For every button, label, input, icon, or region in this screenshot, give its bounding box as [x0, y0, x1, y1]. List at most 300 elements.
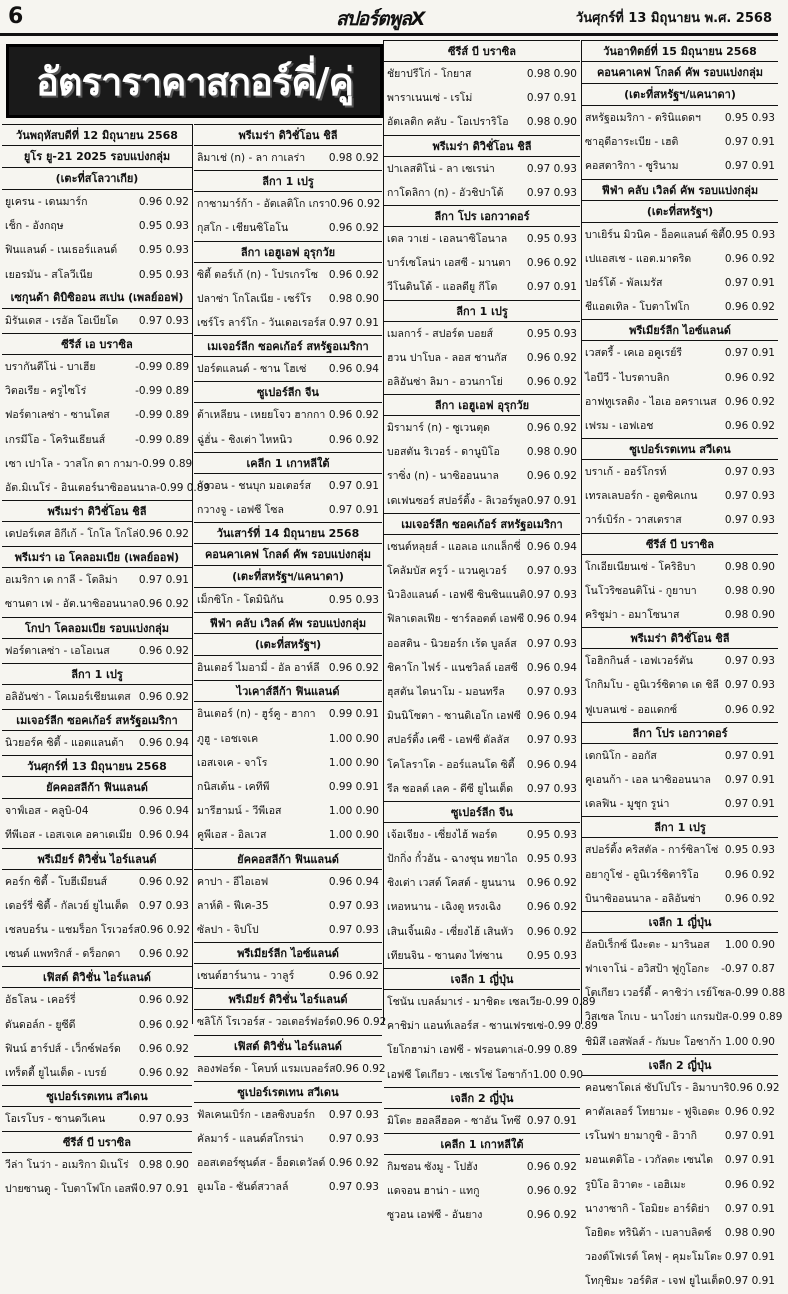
- odds-row: [2, 214, 192, 238]
- odds-value: 0.95 0.93: [328, 594, 379, 607]
- match-name: บรากันตีโน่ - บาเฮีย: [5, 360, 96, 373]
- match-name: เทรลเลบอร์ก - อูตซิคเกน: [585, 490, 698, 503]
- odds-value: 0.97 0.91: [724, 347, 775, 360]
- match-name: ซานตา เฟ - อัต.นาซิออนนาล: [5, 598, 139, 611]
- odds-row: [582, 649, 778, 673]
- odds-row: [194, 964, 382, 988]
- match-name: ภูฮู - เอชเจเค: [197, 732, 259, 745]
- odds-column-4: [582, 40, 786, 1294]
- odds-value: 0.97 0.91: [724, 1251, 775, 1264]
- odds-value: 0.95 0.93: [526, 949, 577, 962]
- league-heading: ซีรีส์ บี บราซิล: [2, 1131, 192, 1153]
- match-name: โชนัน เบลล์มาเร่ - มาชิดะ เซลเวีย: [387, 996, 542, 1008]
- match-name: โทกุชิมะ วอร์ติส - เจฟ ยูไนเต็ด: [585, 1275, 725, 1288]
- match-name: ฟาเจาโน่ - อวิสป้า ฟูกูโอกะ: [585, 963, 710, 976]
- match-name: เซร์โร ลาร์โก - วันเดอเรอร์ส: [197, 316, 326, 329]
- match-name: เฟรม - เอฟเอช: [585, 419, 654, 432]
- match-name: ปอร์ตแลนด์ - ซาน โฮเซ่: [197, 363, 307, 376]
- match-name: โกเอียเนียนเซ่ - โคริธิบา: [585, 560, 696, 573]
- match-name: ชิมิสึ เอสพัลส์ - กัมบะ โอซาก้า: [585, 1035, 722, 1048]
- odds-row: [2, 592, 192, 616]
- odds-value: 0.96 0.94: [328, 363, 379, 376]
- match-name: ฟูเบลนเซ่ - ออแดกซ์: [585, 703, 678, 716]
- odds-value: 0.99 0.91: [328, 708, 379, 721]
- odds-value: 0.97 0.93: [724, 466, 775, 479]
- odds-row: [582, 390, 778, 414]
- odds-value: 0.96 0.92: [724, 892, 775, 905]
- odds-value: 0.97 0.93: [724, 679, 775, 692]
- odds-row: [194, 1010, 387, 1034]
- match-name: เชลบอร์น - แชมร็อก โรเวอร์ส: [5, 923, 140, 936]
- match-name: กิมชอน ซังมู - โปฮัง: [387, 1160, 478, 1173]
- odds-row: [2, 452, 192, 476]
- league-heading: ลีกา 1 เปรู: [2, 663, 192, 685]
- odds-value: 0.96 0.92: [724, 1178, 775, 1191]
- odds-row: [582, 341, 778, 365]
- odds-value: 0.96 0.92: [724, 868, 775, 881]
- match-name: เกรมีโอ - โครินเธียนส์: [5, 433, 106, 446]
- league-heading: พรีเมียร์ ดิวิชั่น ไอร์แลนด์: [2, 848, 192, 870]
- odds-value: 0.98 0.90: [526, 68, 577, 80]
- odds-row: [194, 1103, 382, 1127]
- odds-row: [194, 287, 382, 311]
- league-heading: เฟิสต์ ดิวิชั่น ไอร์แลนด์: [194, 1035, 382, 1057]
- match-name: เซนต์หลุยส์ - แอลเอ แกแล็กซี่: [387, 540, 521, 553]
- match-name: วีล่า โนว่า - อเมริกา มิเนโร่: [5, 1159, 129, 1172]
- odds-row: [2, 355, 192, 379]
- match-name: ทีพีเอส - เอสเจเค อคาเดเมีย: [5, 829, 132, 842]
- league-heading: พรีเมร่า ดิวิชั่โอน ชิลี: [194, 124, 382, 146]
- match-name: ฟอร์ตาเลซ่า - ซานโตส: [5, 409, 110, 422]
- odds-value: 0.97 0.91: [724, 276, 775, 289]
- odds-row: [194, 588, 382, 612]
- odds-value: 1.00 0.90: [724, 938, 775, 951]
- odds-row: [582, 744, 778, 768]
- odds-row: [384, 1155, 580, 1179]
- odds-row: [582, 933, 778, 957]
- odds-value: 0.96 0.94: [138, 805, 189, 818]
- match-name: ออสติน - นิวยอร์ก เร้ด บูลล์ส: [387, 637, 517, 650]
- match-name: ออสเตอร์ซุนด์ส - อ็อดเดวัลด์: [197, 1157, 326, 1170]
- odds-value: 0.97 0.93: [138, 1113, 189, 1126]
- odds-row: [384, 728, 580, 752]
- odds-row: [384, 1179, 580, 1203]
- match-name: เสินเจิ้นเผิง - เซี่ยงไฮ้ เสินหัว: [387, 925, 514, 938]
- match-name: เจ้อเจียง - เซี่ยงไฮ้ พอร์ต: [387, 828, 498, 841]
- match-name: เดล วาเย่ - เอลนาซิโอนาล: [387, 232, 508, 245]
- odds-row: [2, 428, 192, 452]
- odds-row: [582, 508, 778, 532]
- odds-row: [582, 1005, 783, 1029]
- match-name: เอสเจเค - จาโร: [197, 756, 268, 769]
- match-name: คูเอนก้า - เอล นาซิออนนาล: [585, 773, 711, 786]
- league-heading: ฟีฟ่า คลับ เวิลด์ คัพ รอบแบ่งกลุ่ม: [194, 612, 382, 634]
- match-name: อลิอันซ่า ลิมา - อวนกาโย่: [387, 375, 503, 388]
- odds-row: [384, 535, 580, 559]
- league-heading: ซูเปอร์ลีก จีน: [384, 801, 580, 823]
- match-name: คัลมาร์ - แลนด์สโกรน่า: [197, 1132, 304, 1145]
- odds-value: 0.96 0.94: [526, 758, 577, 771]
- league-subheading: (เตะที่สหรัฐฯ/แคนาดา): [582, 84, 778, 106]
- odds-value: 0.98 0.90: [138, 1159, 189, 1172]
- odds-value: 0.96 0.92: [336, 1016, 387, 1029]
- odds-row: [384, 227, 580, 251]
- odds-row: [384, 416, 580, 440]
- match-name: นิวยอร์ค ซิตี้ - แอตแลนต้า: [5, 737, 124, 749]
- odds-row: [194, 263, 382, 287]
- match-name: บาเยิร์น มิวนิค - อ็อคแลนด์ ซิตี้: [585, 228, 726, 241]
- odds-value: 0.97 0.91: [526, 494, 577, 507]
- match-name: กนิสเต้น - เคทีพี: [197, 781, 270, 793]
- odds-row: [194, 775, 382, 799]
- odds-row: [384, 656, 580, 680]
- match-name: โนโวริซอนติโน่ - กูยาบา: [585, 584, 697, 597]
- odds-value: 0.97 0.93: [526, 685, 577, 698]
- odds-row: [2, 379, 192, 403]
- match-name: สหรัฐอเมริกา - ตรินิแดดฯ: [585, 112, 701, 124]
- odds-value: 0.96 0.92: [138, 196, 189, 208]
- odds-row: [582, 1124, 778, 1148]
- odds-row: [2, 403, 192, 427]
- match-name: ปายซานดู - โบตาโฟโก เอสพี: [5, 1183, 138, 1196]
- odds-value: 0.96 0.94: [526, 613, 577, 626]
- odds-value: 0.97 0.93: [526, 637, 577, 650]
- odds-value: 0.97 0.91: [328, 479, 379, 492]
- match-name: มินนิโซตา - ซานดิเอโก เอฟซี: [387, 710, 521, 723]
- odds-row: [2, 1013, 192, 1037]
- league-heading: ฟีฟ่า คลับ เวิลด์ คัพ รอบแบ่งกลุ่ม: [582, 179, 778, 201]
- league-subheading: ยูโร ยู-21 2025 รอบแบ่งกลุ่ม: [2, 146, 192, 168]
- match-name: มอนเตดิโอ - เวกัลตะ เซนได: [585, 1154, 714, 1167]
- league-subheading: (เตะที่สหรัฐฯ): [194, 634, 382, 656]
- odds-value: 0.97 0.93: [328, 923, 379, 936]
- league-heading: เมเจอร์ลีก ซอคเก้อร์ สหรัฐอเมริกา: [2, 709, 192, 731]
- odds-value: 0.98 0.90: [724, 584, 775, 597]
- odds-value: -0.99 0.89: [156, 481, 211, 494]
- odds-row: [384, 110, 580, 134]
- odds-value: 0.96 0.92: [138, 1018, 189, 1031]
- odds-value: 0.97 0.91: [328, 503, 379, 516]
- odds-row: [582, 1269, 778, 1293]
- match-name: คริชูม่า - อมาโซนาส: [585, 609, 680, 621]
- odds-value: 0.95 0.93: [526, 853, 577, 866]
- odds-row: [384, 895, 580, 919]
- match-name: ดันดอล์ก - ยูซีดี: [5, 1018, 76, 1031]
- banner-title: อัตราราคาสกอร์คี่/คู่: [36, 59, 353, 104]
- odds-row: [194, 357, 382, 381]
- league-heading: ลีกา 1 เปรู: [384, 300, 580, 322]
- odds-row: [582, 460, 778, 484]
- odds-value: 1.00 0.90: [328, 732, 379, 745]
- odds-value: 0.96 0.94: [138, 737, 189, 749]
- odds-value: 0.98 0.90: [724, 609, 775, 621]
- odds-row: [582, 130, 778, 154]
- odds-row: [2, 476, 211, 500]
- match-name: คาตัลเลอร์ โทยามะ - ฟูจิเอดะ: [585, 1106, 721, 1118]
- newspaper-logo: สปอร์ตพูลX: [336, 8, 425, 30]
- league-heading: ซูเปอร์เรตเทน สวีเดน: [582, 438, 778, 460]
- odds-row: [194, 870, 382, 894]
- odds-value: 0.97 0.93: [328, 1132, 379, 1145]
- league-subheading: ยัคคอสลีก้า ฟินแลนด์: [2, 777, 192, 799]
- match-name: มารีฮามน์ - วีพีเอส: [197, 805, 282, 818]
- match-name: เอฟซี โตเกียว - เซเรโซ่ โอซาก้า: [387, 1068, 533, 1081]
- odds-row: [2, 639, 192, 663]
- match-name: คาปา - อีไอเอฟ: [197, 875, 269, 888]
- match-name: ซูวอน เอฟซี - อันยาง: [387, 1209, 483, 1222]
- match-name: สปอร์ติ้ง คริสตัล - การ์ซิลาโซ่: [585, 844, 719, 857]
- match-name: คอสตาริกา - ซูรินาม: [585, 160, 679, 173]
- match-name: วิตอเรีย - ครูไซโร่: [5, 385, 87, 398]
- odds-row: [582, 414, 778, 438]
- odds-row: [582, 863, 778, 887]
- odds-value: 1.00 0.90: [724, 1035, 775, 1048]
- match-name: อินเตอร์ ไมอามี่ - อัล อาห์ลี: [197, 662, 320, 675]
- league-heading: วันพฤหัสบดีที่ 12 มิถุนายน 2568: [2, 124, 192, 146]
- odds-column-1: [2, 124, 211, 1202]
- odds-value: 0.96 0.92: [138, 1066, 189, 1079]
- match-name: เดอร์รี่ ซิตี้ - กัลเวย์ ยูไนเต็ด: [5, 899, 129, 912]
- odds-value: 0.96 0.92: [330, 198, 381, 211]
- match-name: ลิมาเช่ (n) - ลา กาเลร่า: [197, 152, 306, 164]
- odds-value: 0.96 0.92: [328, 433, 379, 446]
- league-subheading: (เตะที่สโลวาเกีย): [2, 168, 192, 190]
- odds-row: [194, 1127, 382, 1151]
- odds-value: 0.96 0.92: [328, 662, 379, 675]
- odds-row: [384, 157, 580, 181]
- odds-row: [194, 311, 382, 335]
- odds-value: 0.95 0.93: [526, 327, 577, 340]
- odds-value: 0.96 0.94: [328, 875, 379, 888]
- odds-row: [582, 484, 778, 508]
- match-name: ชีแอตเทิล - โบตาโฟโก: [585, 301, 690, 314]
- odds-value: 0.95 0.93: [138, 268, 189, 281]
- match-name: โอฮิกกินส์ - เอฟเวอร์ตัน: [585, 655, 693, 668]
- odds-row: [582, 1030, 778, 1054]
- match-name: ปาเลสติโน่ - ลา เซเรน่า: [387, 162, 495, 175]
- odds-row: [2, 918, 192, 942]
- odds-row: [384, 1203, 580, 1227]
- odds-value: 0.97 0.93: [328, 1181, 379, 1194]
- match-name: พาราเนนเซ่ - เรโม่: [387, 92, 473, 105]
- odds-value: 0.97 0.91: [724, 160, 775, 173]
- odds-row: [384, 680, 580, 704]
- odds-value: 0.97 0.93: [724, 514, 775, 527]
- odds-row: [384, 1014, 598, 1038]
- league-heading: ลีกา 1 เปรู: [194, 170, 382, 192]
- match-name: สปอร์ติ้ง เคซี - เอฟซี ดัลลัส: [387, 734, 510, 747]
- odds-value: 0.98 0.90: [526, 446, 577, 459]
- odds-value: 0.97 0.91: [724, 1154, 775, 1167]
- odds-value: -0.99 0.89: [138, 457, 193, 470]
- odds-value: 0.96 0.92: [138, 690, 189, 703]
- section-banner: [6, 44, 383, 118]
- odds-value: 0.97 0.91: [724, 749, 775, 762]
- odds-value: 0.96 0.92: [724, 419, 775, 432]
- match-name: ฟิลาเดลเฟีย - ชาร์ลอตต์ เอฟซี: [387, 613, 525, 626]
- odds-value: 0.98 0.90: [724, 1226, 775, 1239]
- match-name: อัต.มิเนโร่ - อินเตอร์นาซิออนนาล: [5, 481, 157, 494]
- match-name: ชิคาโก ไฟร์ - แนชวิลล์ เอสซี: [387, 661, 518, 674]
- match-name: เปแอสเช - แอต.มาดริด: [585, 252, 692, 265]
- match-name: ชัยาปรีโก่ - โกยาส: [387, 68, 472, 80]
- odds-row: [384, 632, 580, 656]
- league-heading: เมเจอร์ลีก ซอคเก้อร์ สหรัฐอเมริกา: [194, 335, 382, 357]
- league-subheading: (เตะที่สหรัฐฯ/แคนาดา): [194, 566, 382, 588]
- match-name: ราซิ่ง (n) - นาซิออนนาล: [387, 470, 499, 483]
- odds-row: [2, 942, 192, 966]
- odds-value: 1.00 0.90: [532, 1068, 584, 1081]
- match-name: ปลาซ่า โกโลเนีย - เซร์โร: [197, 292, 312, 305]
- odds-value: 0.97 0.93: [138, 899, 189, 912]
- odds-row: [384, 1109, 580, 1133]
- odds-row: [194, 428, 382, 452]
- odds-row: [384, 847, 580, 871]
- match-name: กุสโก - เชียนซิโอโน: [197, 222, 289, 235]
- match-name: ซาอุดีอาระเบีย - เฮติ: [585, 136, 679, 149]
- match-name: เวสตรี้ - เคเอ อคูเรย์รี: [585, 347, 683, 360]
- odds-row: [2, 870, 192, 894]
- league-heading: ซูเปอร์เรตเทน สวีเดน: [194, 1081, 382, 1103]
- league-heading: เคลีก 1 เกาหลีใต้: [194, 452, 382, 474]
- odds-value: 0.96 0.92: [526, 1185, 577, 1198]
- odds-value: 0.97 0.91: [138, 1183, 189, 1196]
- odds-row: [2, 1153, 192, 1177]
- odds-value: 0.96 0.92: [526, 257, 577, 270]
- odds-value: 0.98 0.92: [328, 152, 379, 164]
- odds-row: [2, 685, 192, 709]
- match-name: อเมริกา เด กาลี - โตลิม่า: [5, 574, 118, 587]
- league-heading: วันเสาร์ที่ 14 มิถุนายน 2568: [194, 522, 382, 544]
- match-name: บราเก้ - ออร์โกรท์: [585, 466, 667, 479]
- odds-row: [194, 192, 382, 216]
- odds-row: [384, 86, 580, 110]
- odds-row: [384, 181, 580, 205]
- odds-value: 0.97 0.93: [724, 655, 775, 668]
- odds-row: [582, 673, 778, 697]
- match-name: กาซามาร์ก้า - อัตเลติโก เกรา: [197, 198, 331, 211]
- match-name: อัธโลน - เคอร์รี่: [5, 994, 76, 1007]
- odds-value: 1.00 0.90: [328, 805, 379, 818]
- league-subheading: คอนคาเคฟ โกลด์ คัพ รอบแบ่งกลุ่ม: [194, 544, 382, 566]
- league-heading: ลีกา 1 เปรู: [582, 816, 778, 838]
- league-heading: พรีเมร่า ดิวิชั่โอน ชิลี: [582, 627, 778, 649]
- odds-row: [384, 489, 580, 513]
- odds-row: [2, 1061, 192, 1085]
- odds-value: 0.95 0.93: [138, 244, 189, 257]
- match-name: บอสตัน ริเวอร์ - ดานูบิโอ: [387, 446, 500, 459]
- match-name: เรโนฟา ยามากูชิ - อิวากิ: [585, 1130, 697, 1143]
- odds-row: [194, 823, 382, 847]
- odds-row: [384, 777, 580, 801]
- odds-value: 0.96 0.92: [526, 470, 577, 483]
- odds-row: [384, 607, 580, 631]
- match-name: อัลบิเร็กซ์ นีงะตะ - มารินอส: [585, 938, 710, 951]
- odds-value: 0.97 0.93: [526, 162, 577, 175]
- match-name: อลิอันซ่า - โคเมอร์เชียนเตส: [5, 690, 131, 703]
- odds-row: [582, 1148, 778, 1172]
- odds-value: 0.96 0.92: [138, 948, 189, 961]
- odds-value: 0.97 0.91: [724, 1130, 775, 1143]
- odds-value: 0.95 0.93: [138, 220, 189, 233]
- odds-value: 0.96 0.94: [526, 710, 577, 723]
- league-heading: โกปา โคลอมเบีย รอบแบ่งกลุ่ม: [2, 617, 192, 639]
- odds-value: 0.95 0.93: [725, 228, 776, 241]
- match-name: วองต์โฟเรต์ โคฟุ - คุมะโมโตะ: [585, 1251, 723, 1264]
- odds-value: 0.96 0.92: [138, 644, 189, 657]
- match-name: คาชิม่า แอนท์เลอร์ส - ซานเฟรชเซ่: [387, 1020, 544, 1033]
- odds-row: [194, 1175, 382, 1199]
- odds-value: 0.96 0.92: [724, 1106, 775, 1118]
- odds-value: 0.96 0.92: [724, 395, 775, 408]
- league-heading: เจลีก 2 ญี่ปุ่น: [582, 1054, 778, 1076]
- odds-value: 0.97 0.93: [526, 565, 577, 577]
- match-name: แดจอน ฮาน่า - แทกู: [387, 1185, 480, 1198]
- match-name: คอร์ก ซิตี้ - โบฮีเมียนส์: [5, 875, 108, 888]
- match-name: อินเตอร์ (n) - ฮูร์คู - ฮากา: [197, 708, 316, 721]
- odds-value: 0.96 0.92: [526, 901, 577, 914]
- odds-row: [582, 887, 778, 911]
- odds-value: 0.96 0.92: [724, 301, 775, 314]
- match-name: เดลฟิน - มูชุก รูน่า: [585, 798, 670, 811]
- match-name: ยูเครน - เดนมาร์ก: [5, 196, 88, 208]
- match-name: คูพีเอส - อิลเวส: [197, 829, 267, 842]
- league-heading: พรีเมร่า ดิวิชั่โอน ชิลี: [2, 500, 192, 522]
- odds-row: [194, 403, 382, 427]
- match-name: โคโลราโด - ออร์แลนโด ซิตี้: [387, 758, 515, 771]
- column-divider: [192, 124, 193, 1024]
- match-name: ฟัลเคนเบิร์ก - เฮลซิงบอร์ก: [197, 1108, 316, 1121]
- odds-row: [582, 1245, 778, 1269]
- odds-row: [2, 823, 192, 847]
- odds-row: [194, 498, 382, 522]
- odds-value: 0.96 0.92: [526, 1209, 577, 1222]
- odds-row: [2, 731, 192, 755]
- match-name: ซัลปา - จิปโป: [197, 923, 259, 936]
- odds-value: -0.99 0.89: [135, 409, 189, 422]
- match-name: วีโนดินโด้ - แอลดียู กีโต: [387, 281, 498, 294]
- odds-row: [582, 555, 778, 579]
- odds-row: [384, 322, 580, 346]
- odds-row: [384, 62, 580, 86]
- odds-value: 0.97 0.91: [328, 316, 379, 329]
- odds-value: 0.99 0.91: [328, 781, 379, 793]
- match-name: ซลิโก้ โรเวอร์ส - วอเตอร์ฟอร์ด: [197, 1016, 337, 1029]
- match-name: วิสเซล โกเบ - นาโงย่า แกรมปัส: [585, 1011, 729, 1024]
- odds-value: -0.99 0.88: [731, 987, 786, 1000]
- match-name: ฟอร์ตาเลซ่า - เอโอเนส: [5, 644, 110, 657]
- odds-value: 0.96 0.92: [328, 222, 379, 235]
- odds-value: 0.98 0.90: [328, 292, 379, 305]
- odds-row: [384, 583, 580, 607]
- odds-row: [2, 1107, 192, 1131]
- odds-value: -0.99 0.89: [523, 1044, 578, 1057]
- odds-value: 0.96 0.92: [328, 268, 379, 281]
- odds-row: [194, 1151, 382, 1175]
- odds-value: 0.97 0.91: [526, 1114, 577, 1127]
- match-name: เทียนจิน - ซานตง ไท่ซาน: [387, 949, 503, 962]
- odds-value: 0.97 0.91: [724, 136, 775, 149]
- league-heading: เมเจอร์ลีก ซอคเก้อร์ สหรัฐอเมริกา: [384, 513, 580, 535]
- match-name: จาฟ์เอส - คลูบิ-04: [5, 805, 89, 818]
- odds-row: [384, 753, 580, 777]
- match-name: บาร์เซโลน่า เอสซี - มานตา: [387, 257, 512, 270]
- odds-value: 0.97 0.93: [526, 734, 577, 747]
- odds-row: [384, 1038, 580, 1062]
- odds-value: 0.96 0.94: [526, 661, 577, 674]
- odds-value: 0.96 0.92: [138, 1042, 189, 1055]
- odds-value: 0.96 0.92: [138, 994, 189, 1007]
